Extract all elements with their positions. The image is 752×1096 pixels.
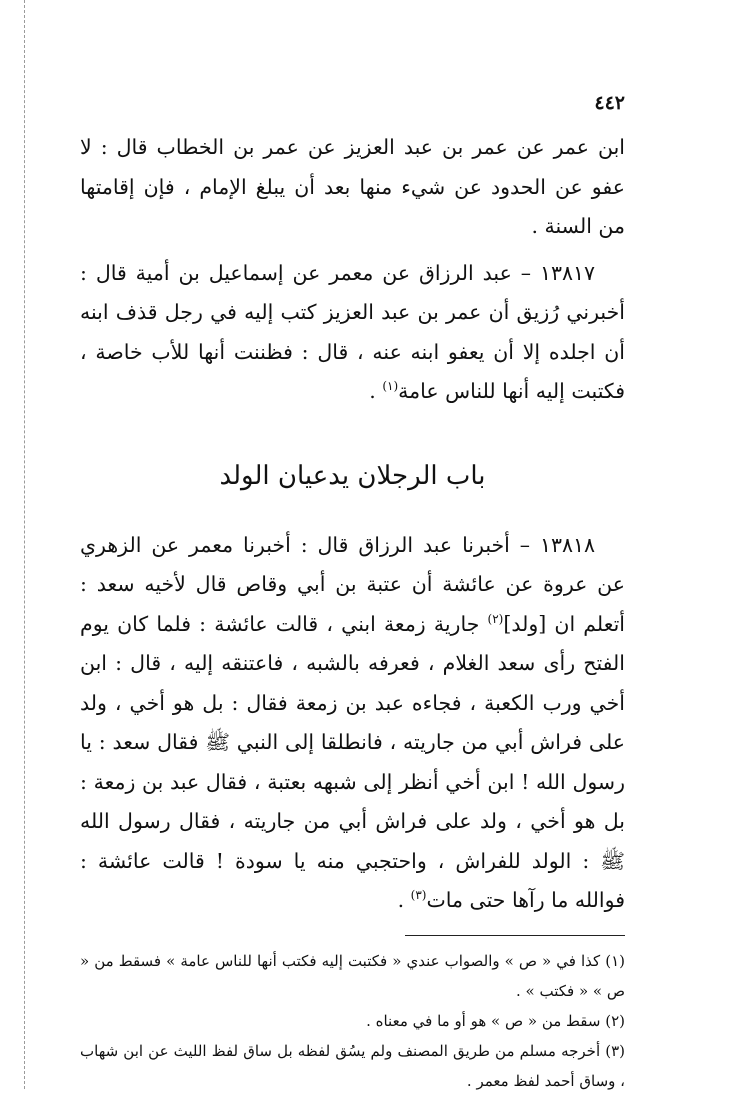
paragraph-hadith-13817 xyxy=(80,254,625,412)
hadith-13817-text: ١٣٨١٧ – عبد الرزاق عن معمر عن إسماعيل بن أمية قال : أخبرني رُزيق أن عمر بن عبد العزيز كتب إليه في رجل قذف ابنه أن اجلده إلا أن يعفو ابنه عنه ، قال : فظننت أنها للأب خاصة ، فكتبت إليه أنها للناس عامة xyxy=(80,260,625,403)
hadith-13818-text-1: ١٣٨١٨ – أخبرنا عبد الرزاق قال : أخبرنا معمر عن الزهري عن عروة عن عائشة أن عتبة بن أبي وقاص قال لأخيه سعد : أتعلم ان [ولد] xyxy=(80,532,625,636)
footnote-ref-3: (٣) xyxy=(410,888,427,903)
paragraph-hadith-13818 xyxy=(80,526,625,921)
binding-margin-line xyxy=(24,0,25,1089)
footnote-3: (٣) أخرجه مسلم من طريق المصنف ولم يسُق لفظه بل ساق لفظ الليث عن ابن شهاب ، وساق أحمد لفظ معمر . xyxy=(80,1041,625,1090)
hadith-13818-text-2: جارية زمعة ابني ، قالت عائشة : فلما كان يوم الفتح رأى سعد الغلام ، فعرفه بالشبه ، فاعتنقه إليه ، قال : ابن أخي ورب الكعبة ، فجاءه عبد بن زمعة فقال : بل هو أخي ، ولد على فراش أبي من جاريته ، فانطلقا إلى النبي ﷺ فقال سعد : يا رسول الله ! ابن أخي أنظر إلى شبهه بعتبة ، فقال عبد بن زمعة : بل هو أخي ، ولد على فراش أبي من جاريته ، فقال رسول الله ﷺ : الولد للفراش ، واحتجبي منه يا سودة ! قالت عائشة : فوالله ما رآها حتى مات xyxy=(80,611,625,912)
footnote-2: (٢) سقط من « ص » هو أو ما في معناه . xyxy=(366,1011,625,1030)
page-number: ٤٤٢ xyxy=(594,92,625,114)
hadith-13817-end: . xyxy=(369,379,383,403)
footnote-separator xyxy=(405,935,625,936)
book-page xyxy=(80,92,625,1096)
footnote-1: (١) كذا في « ص » والصواب عندي « فكتبت إليه فكتب أنها للناس عامة » فسقط من « ص » « فكتب » . xyxy=(80,951,625,1000)
paragraph-continued: ابن عمر عن عمر بن عبد العزيز عن عمر بن الخطاب قال : لا عفو عن الحدود عن شيء منها بعد أن يبلغ الإمام ، فإن إقامتها من السنة . xyxy=(80,135,625,238)
footnote-ref-1: (١) xyxy=(382,379,399,394)
footnote-ref-2: (٢) xyxy=(487,611,504,626)
chapter-heading: باب الرجلان يدعيان الولد xyxy=(219,460,486,491)
hadith-13818-end: . xyxy=(397,888,411,912)
